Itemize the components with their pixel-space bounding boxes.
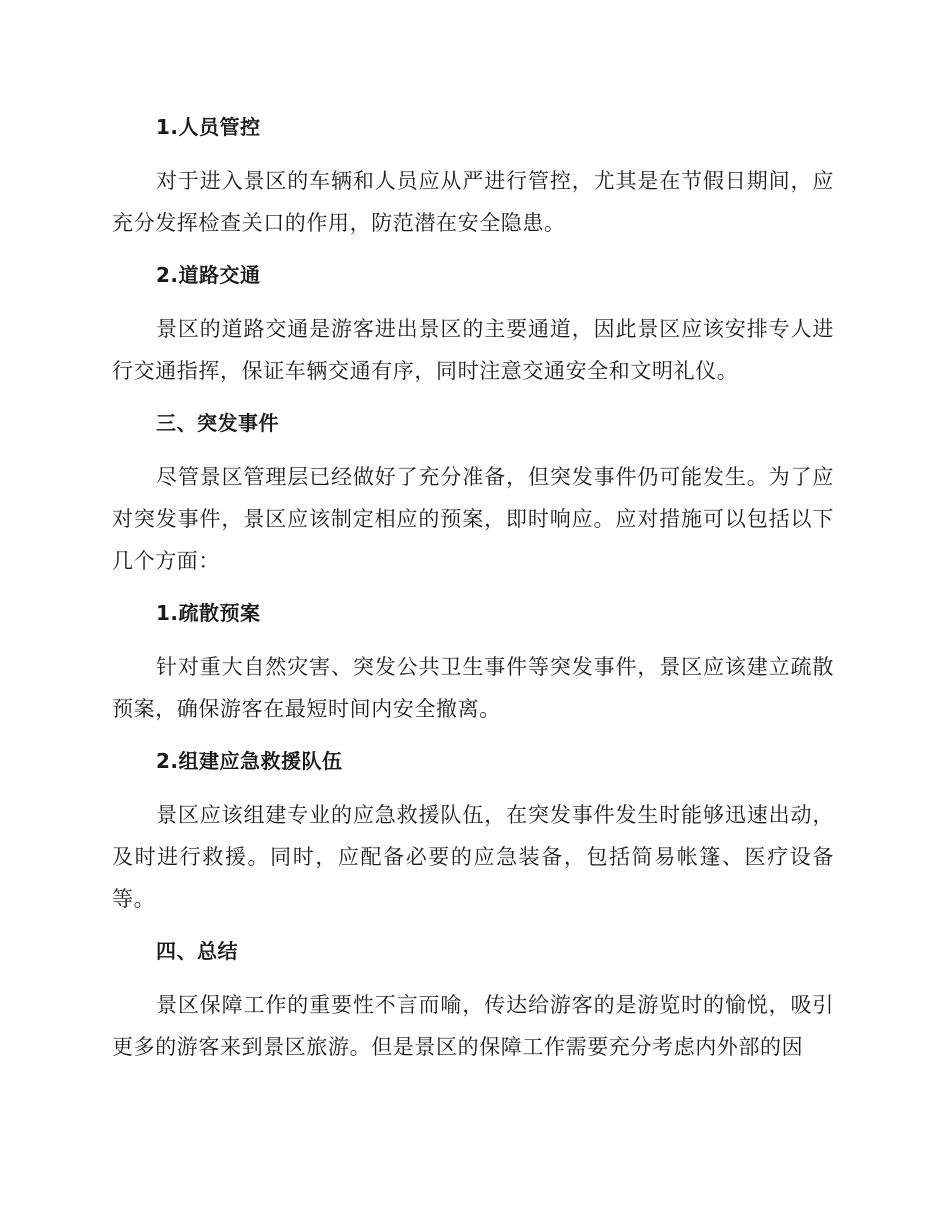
section-heading-summary: 四、总结: [156, 939, 238, 963]
paragraph-evacuation-plan: 针对重大自然灾害、突发公共卫生事件等突发事件，景区应该建立疏散预案，确保游客在最短时间内安全撤离。: [112, 655, 834, 721]
section-heading-road-traffic: 2.道路交通: [156, 263, 261, 287]
paragraph-road-traffic: 景区的道路交通是游客进出景区的主要通道，因此景区应该安排专人进行交通指挥，保证车辆交通有序，同时注意交通安全和文明礼仪。: [112, 317, 834, 383]
section-heading-evacuation-plan: 1.疏散预案: [156, 601, 261, 625]
paragraph-rescue-team: 景区应该组建专业的应急救援队伍，在突发事件发生时能够迅速出动，及时进行救援。同时，应配备必要的应急装备，包括简易帐篷、医疗设备等。: [112, 803, 834, 911]
paragraph-emergencies: 尽管景区管理层已经做好了充分准备，但突发事件仍可能发生。为了应对突发事件，景区应该制定相应的预案，即时响应。应对措施可以包括以下几个方面：: [112, 465, 834, 573]
paragraph-personnel-control: 对于进入景区的车辆和人员应从严进行管控，尤其是在节假日期间，应充分发挥检查关口的作用，防范潜在安全隐患。: [112, 169, 834, 235]
document-page: [112, 108, 834, 1078]
section-heading-personnel-control: 1.人员管控: [156, 115, 261, 139]
section-heading-emergencies: 三、突发事件: [156, 411, 279, 435]
section-heading-rescue-team: 2.组建应急救援队伍: [156, 749, 343, 773]
paragraph-summary: 景区保障工作的重要性不言而喻，传达给游客的是游览时的愉悦，吸引更多的游客来到景区旅游。但是景区的保障工作需要充分考虑内外部的因: [112, 993, 834, 1059]
